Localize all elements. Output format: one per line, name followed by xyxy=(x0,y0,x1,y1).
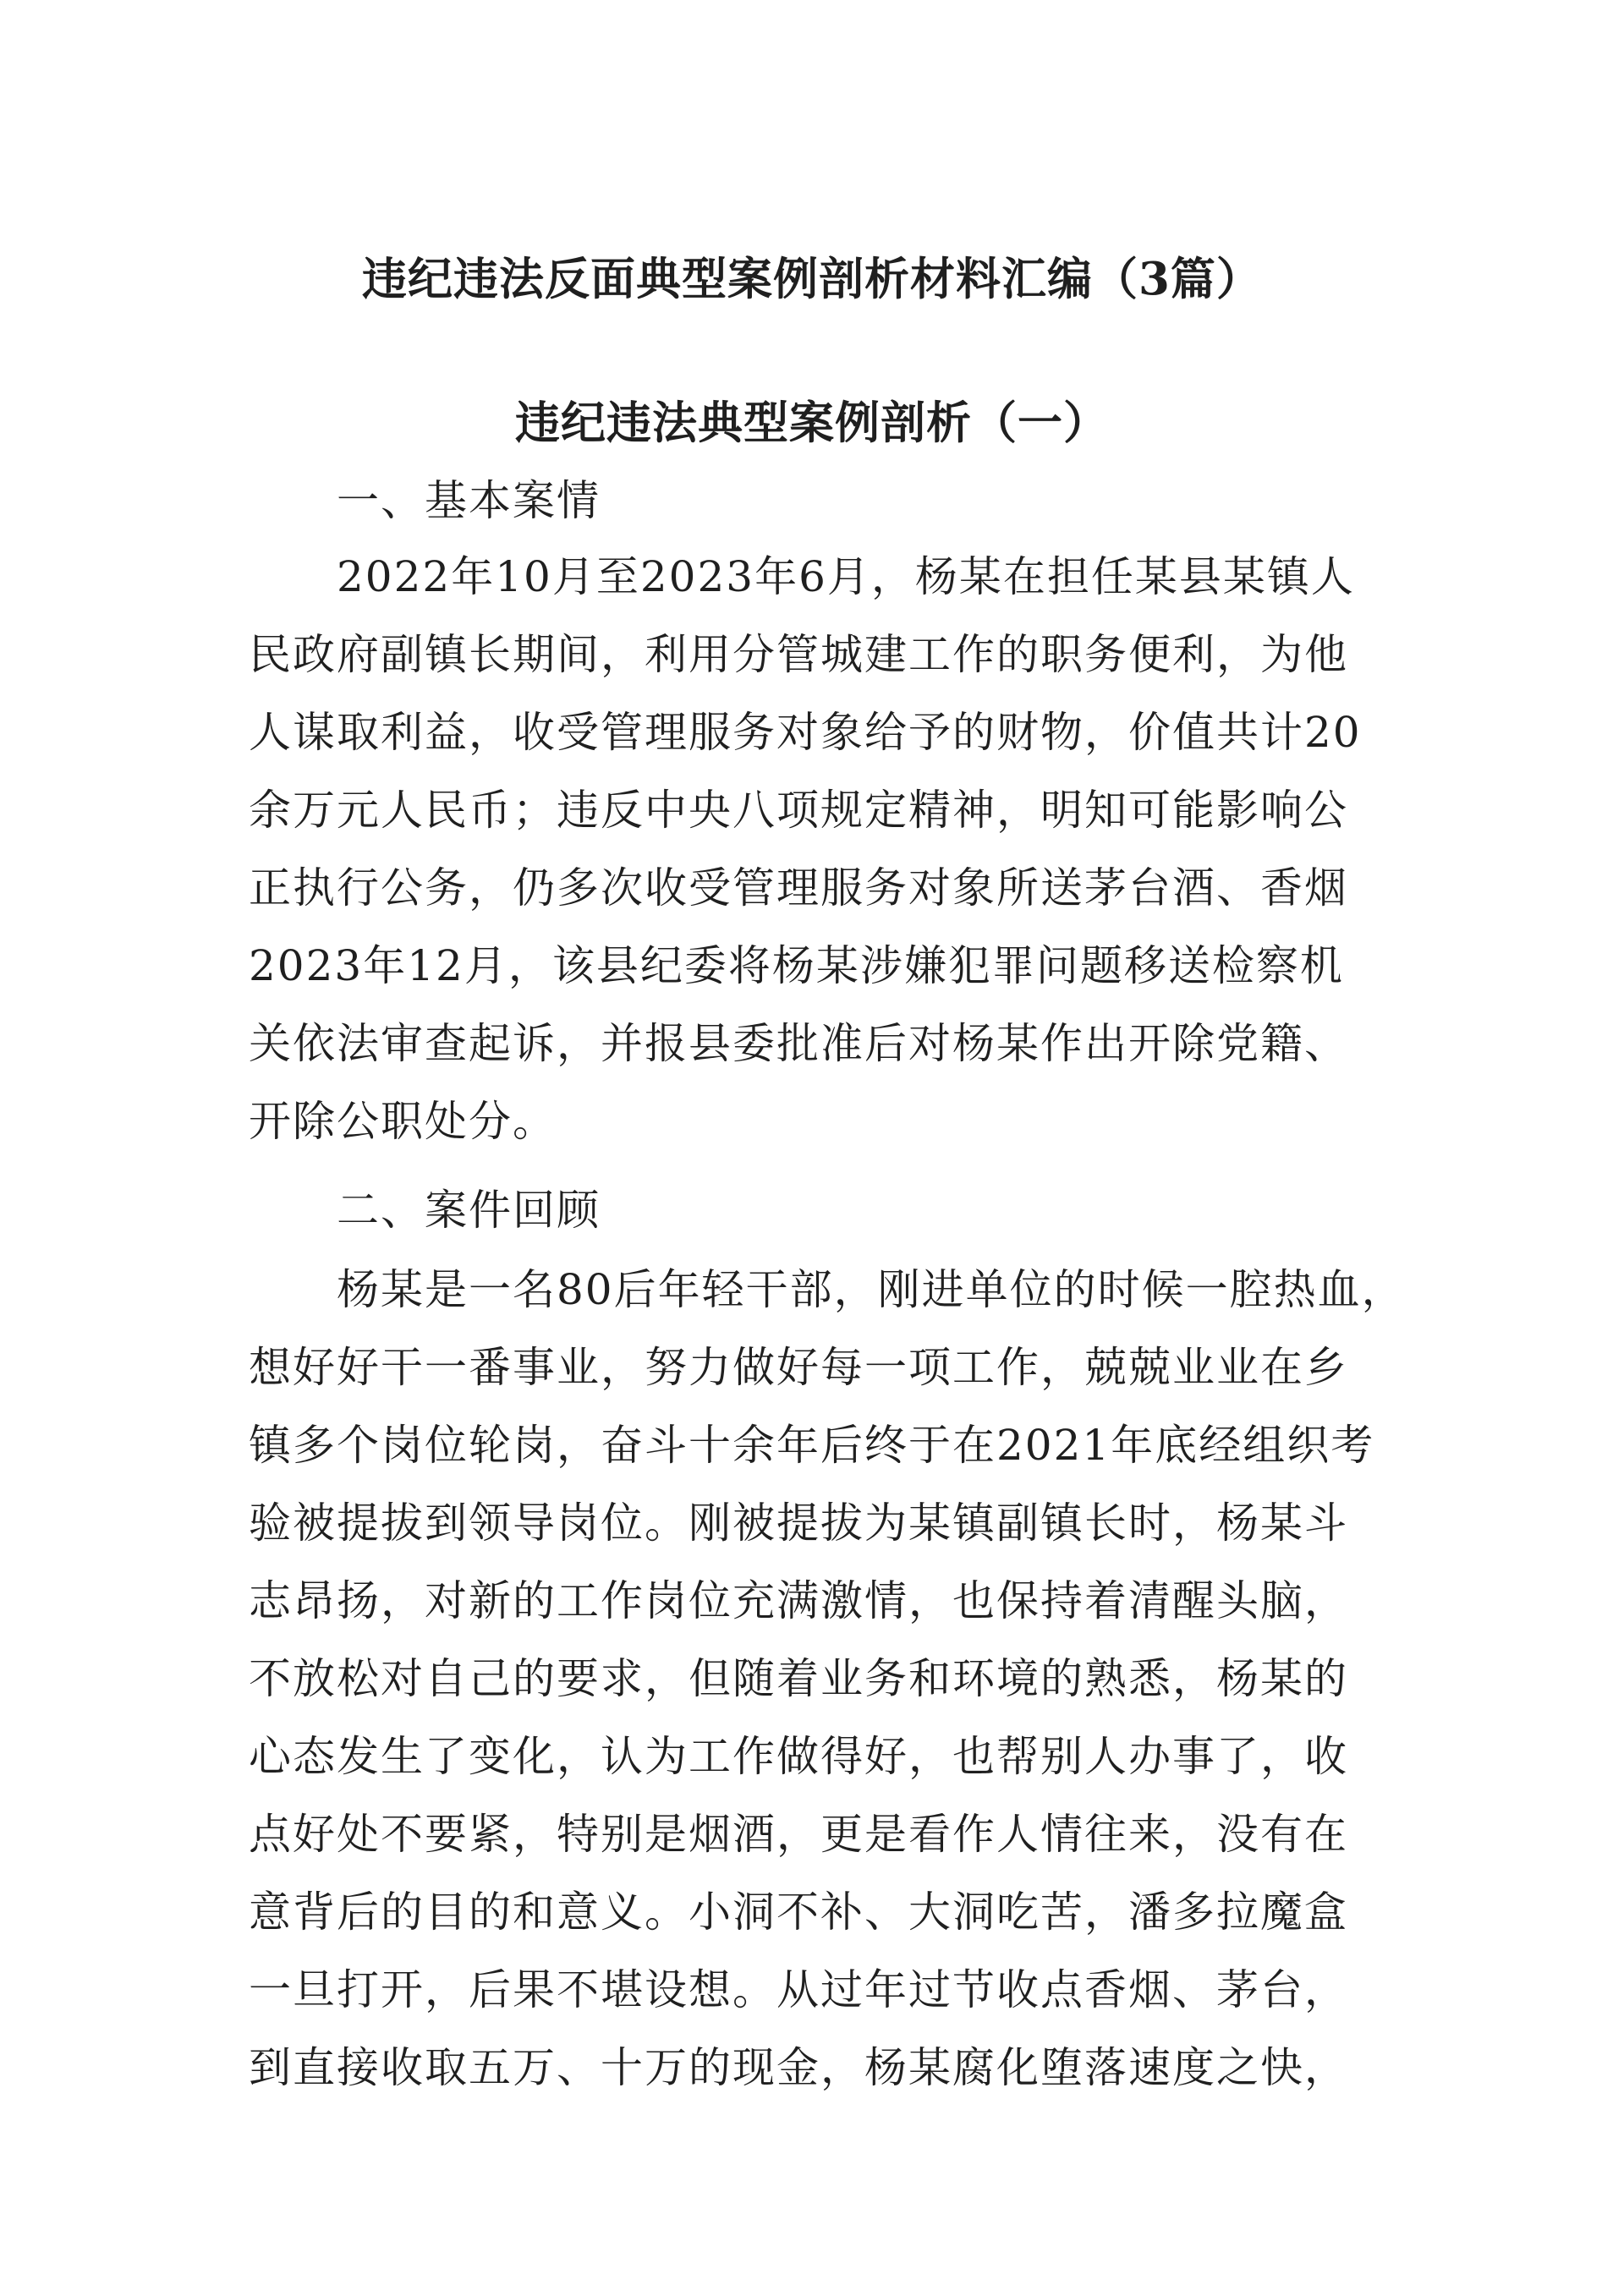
paragraph-line: 余万元人民币；违反中央八项规定精神，明知可能影响公 xyxy=(249,786,1348,835)
paragraph-line: 意背后的目的和意义。小洞不补、大洞吃苦，潘多拉魔盒 xyxy=(249,1888,1348,1937)
paragraph-line: 人谋取利益，收受管理服务对象给予的财物，价值共计20 xyxy=(249,708,1362,757)
paragraph-line: 2022年10月至2023年6月，杨某在担任某县某镇人 xyxy=(337,552,1355,601)
case-subtitle: 违纪违法典型案例剖析（一） xyxy=(515,397,1109,449)
section-heading-basic-facts: 一、基本案情 xyxy=(337,476,601,525)
paragraph-line: 一旦打开，后果不堪设想。从过年过节收点香烟、茅台， xyxy=(249,1965,1348,2014)
paragraph-line: 2023年12月，该县纪委将杨某涉嫌犯罪问题移送检察机 xyxy=(249,941,1344,990)
paragraph-line: 关依法审查起诉，并报县委批准后对杨某作出开除党籍、 xyxy=(249,1019,1348,1068)
paragraph-line: 心态发生了变化，认为工作做得好，也帮别人办事了，收 xyxy=(249,1732,1348,1781)
paragraph-line: 民政府副镇长期间，利用分管城建工作的职务便利，为他 xyxy=(249,630,1348,679)
paragraph-line: 开除公职处分。 xyxy=(249,1097,557,1146)
paragraph-line: 点好处不要紧，特别是烟酒，更是看作人情往来，没有在 xyxy=(249,1810,1348,1859)
paragraph-line: 杨某是一名80后年轻干部，刚进单位的时候一腔热血， xyxy=(337,1265,1406,1314)
paragraph-line: 志昂扬，对新的工作岗位充满激情，也保持着清醒头脑， xyxy=(249,1576,1348,1625)
paragraph-line: 想好好干一番事业，努力做好每一项工作，兢兢业业在乡 xyxy=(249,1343,1348,1392)
paragraph-line: 不放松对自己的要求，但随着业务和环境的熟悉，杨某的 xyxy=(249,1654,1348,1703)
paragraph-line: 验被提拔到领导岗位。刚被提拔为某镇副镇长时，杨某斗 xyxy=(249,1499,1348,1548)
paragraph-line: 到直接收取五万、十万的现金，杨某腐化堕落速度之快， xyxy=(249,2043,1348,2092)
paragraph-line: 镇多个岗位轮岗，奋斗十余年后终于在2021年底经组织考 xyxy=(249,1421,1375,1470)
document-title: 违纪违法反面典型案例剖析材料汇编（3篇） xyxy=(362,253,1262,305)
paragraph-line: 正执行公务，仍多次收受管理服务对象所送茅台酒、香烟 xyxy=(249,863,1348,912)
section-heading-case-review: 二、案件回顾 xyxy=(337,1186,601,1235)
